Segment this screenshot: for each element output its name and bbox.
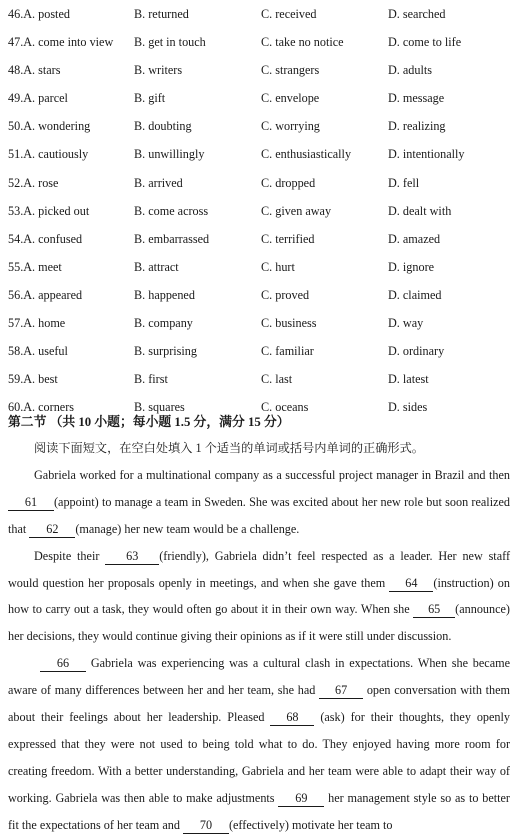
option-b: B. unwillingly — [134, 147, 205, 162]
option-d: D. amazed — [388, 231, 441, 246]
option-d: D. ordinary — [388, 344, 445, 359]
question-option-a: 48.A. stars — [8, 63, 61, 78]
question-row — [0, 365, 518, 393]
question-option-a: 50.A. wondering — [8, 119, 91, 134]
option-c: C. hurt — [261, 259, 295, 274]
option-d: D. way — [388, 316, 424, 331]
option-c: C. strangers — [261, 63, 320, 78]
option-c: C. oceans — [261, 400, 309, 415]
option-d: D. intentionally — [388, 147, 465, 162]
question-row — [0, 197, 518, 225]
section-two — [0, 409, 518, 839]
option-d: D. sides — [388, 400, 428, 415]
option-d: D. dealt with — [388, 203, 452, 218]
answer-blank-68[interactable]: 68 — [270, 710, 314, 726]
question-row — [0, 140, 518, 168]
option-b: B. happened — [134, 287, 195, 302]
option-c: C. received — [261, 7, 317, 21]
question-option-a: 60.A. corners — [8, 400, 74, 415]
option-c: C. proved — [261, 287, 310, 302]
option-d: D. come to life — [388, 35, 462, 50]
answer-blank-67[interactable]: 67 — [319, 683, 363, 699]
cloze-passage — [0, 462, 518, 839]
option-b: B. first — [134, 372, 168, 387]
question-row — [0, 337, 518, 365]
option-b: B. company — [134, 316, 193, 331]
answer-blank-62[interactable]: 62 — [29, 522, 75, 538]
option-b: B. writers — [134, 63, 183, 78]
answer-blank-63[interactable]: 63 — [105, 549, 159, 565]
answer-blank-70[interactable]: 70 — [183, 818, 229, 834]
option-b: B. doubting — [134, 119, 192, 134]
section-title: 第二节 （共 10 小题；每小题 1.5 分，满分 15 分） — [8, 415, 290, 429]
option-d: D. adults — [388, 63, 433, 78]
option-b: B. surprising — [134, 344, 197, 359]
passage-paragraph: Despite their 63 (friendly), Gabriela didn’t feel respected as a leader. Her new staff would question her proposals openly in meetings, and when she gave them 64 (instruction) on how to carry out a task, they would often go about it in their own way. When she 65 (announce) her decisions, they would continue giving their opinions as if it were still under discussion. — [8, 548, 510, 644]
question-option-a: 55.A. meet — [8, 259, 62, 274]
question-option-a: 49.A. parcel — [8, 91, 68, 106]
option-c: C. last — [261, 372, 293, 387]
option-c: C. worrying — [261, 119, 320, 134]
question-option-a: 59.A. best — [8, 372, 58, 387]
option-d: D. fell — [388, 175, 420, 190]
option-b: B. squares — [134, 400, 185, 415]
question-row — [0, 281, 518, 309]
question-row — [0, 225, 518, 253]
option-c: C. familiar — [261, 344, 314, 359]
question-option-a: 58.A. useful — [8, 344, 68, 359]
option-c: C. given away — [261, 203, 332, 218]
option-b: B. get in touch — [134, 35, 206, 50]
section-instruction: 阅读下面短文，在空白处填入 1 个适当的单词或括号内单词的正确形式。 — [34, 441, 424, 455]
option-d: D. claimed — [388, 287, 442, 302]
question-option-a: 47.A. come into view — [8, 35, 114, 50]
question-option-a: 56.A. appeared — [8, 287, 83, 302]
answer-blank-65[interactable]: 65 — [413, 602, 455, 618]
question-row — [0, 56, 518, 84]
question-row — [0, 112, 518, 140]
answer-blank-69[interactable]: 69 — [278, 791, 324, 807]
option-c: C. terrified — [261, 231, 315, 246]
option-b: B. returned — [134, 7, 189, 21]
option-c: C. enthusiastically — [261, 147, 352, 162]
option-d: D. searched — [388, 7, 446, 21]
option-c: C. envelope — [261, 91, 320, 106]
question-option-a: 57.A. home — [8, 316, 66, 331]
question-row — [0, 169, 518, 197]
question-option-a: 52.A. rose — [8, 175, 59, 190]
question-row — [0, 253, 518, 281]
option-b: B. attract — [134, 259, 179, 274]
option-b: B. arrived — [134, 175, 183, 190]
option-c: C. dropped — [261, 175, 316, 190]
answer-blank-61[interactable]: 61 — [8, 495, 54, 511]
option-b: B. come across — [134, 203, 209, 218]
passage-paragraph: 66 Gabriela was experiencing was a cultural clash in expectations. When she became aware of many differences between her and her team, she had 67 open conversation with them about their feelings about her leadership. Pleased 68 (ask) for their thoughts, they openly expressed that they were not used to being told what to do. They enjoyed having more room for creating freedom. With a better understanding, Gabriela and her team were able to adapt their way of working. Gabriela was then able to make adjustments 69 her management style so as to better fit the expectations of her team and 70 (effectively) motivate her team to — [8, 656, 511, 832]
passage-paragraph: Gabriela worked for a multinational company as a successful project manager in Brazil and then 61 (appoint) to manage a team in Sweden. She was excited about her new role but soon realized that 62 (manage) her new team would be a challenge. — [8, 467, 510, 536]
option-b: B. gift — [134, 91, 166, 106]
question-option-a: 53.A. picked out — [8, 203, 90, 218]
option-b: B. embarrassed — [134, 231, 210, 246]
question-row — [0, 28, 518, 56]
answer-blank-66[interactable]: 66 — [40, 656, 86, 672]
question-option-a: 51.A. cautiously — [8, 147, 89, 162]
question-row — [0, 84, 518, 112]
question-option-a: 46.A. posted — [8, 7, 70, 21]
question-row — [0, 0, 518, 28]
option-c: C. take no notice — [261, 35, 344, 50]
option-d: D. ignore — [388, 259, 435, 274]
option-d: D. message — [388, 91, 445, 106]
question-option-a: 54.A. confused — [8, 231, 83, 246]
option-d: D. latest — [388, 372, 429, 387]
option-c: C. business — [261, 316, 317, 331]
option-d: D. realizing — [388, 119, 446, 134]
question-row — [0, 309, 518, 337]
answer-blank-64[interactable]: 64 — [389, 576, 433, 592]
